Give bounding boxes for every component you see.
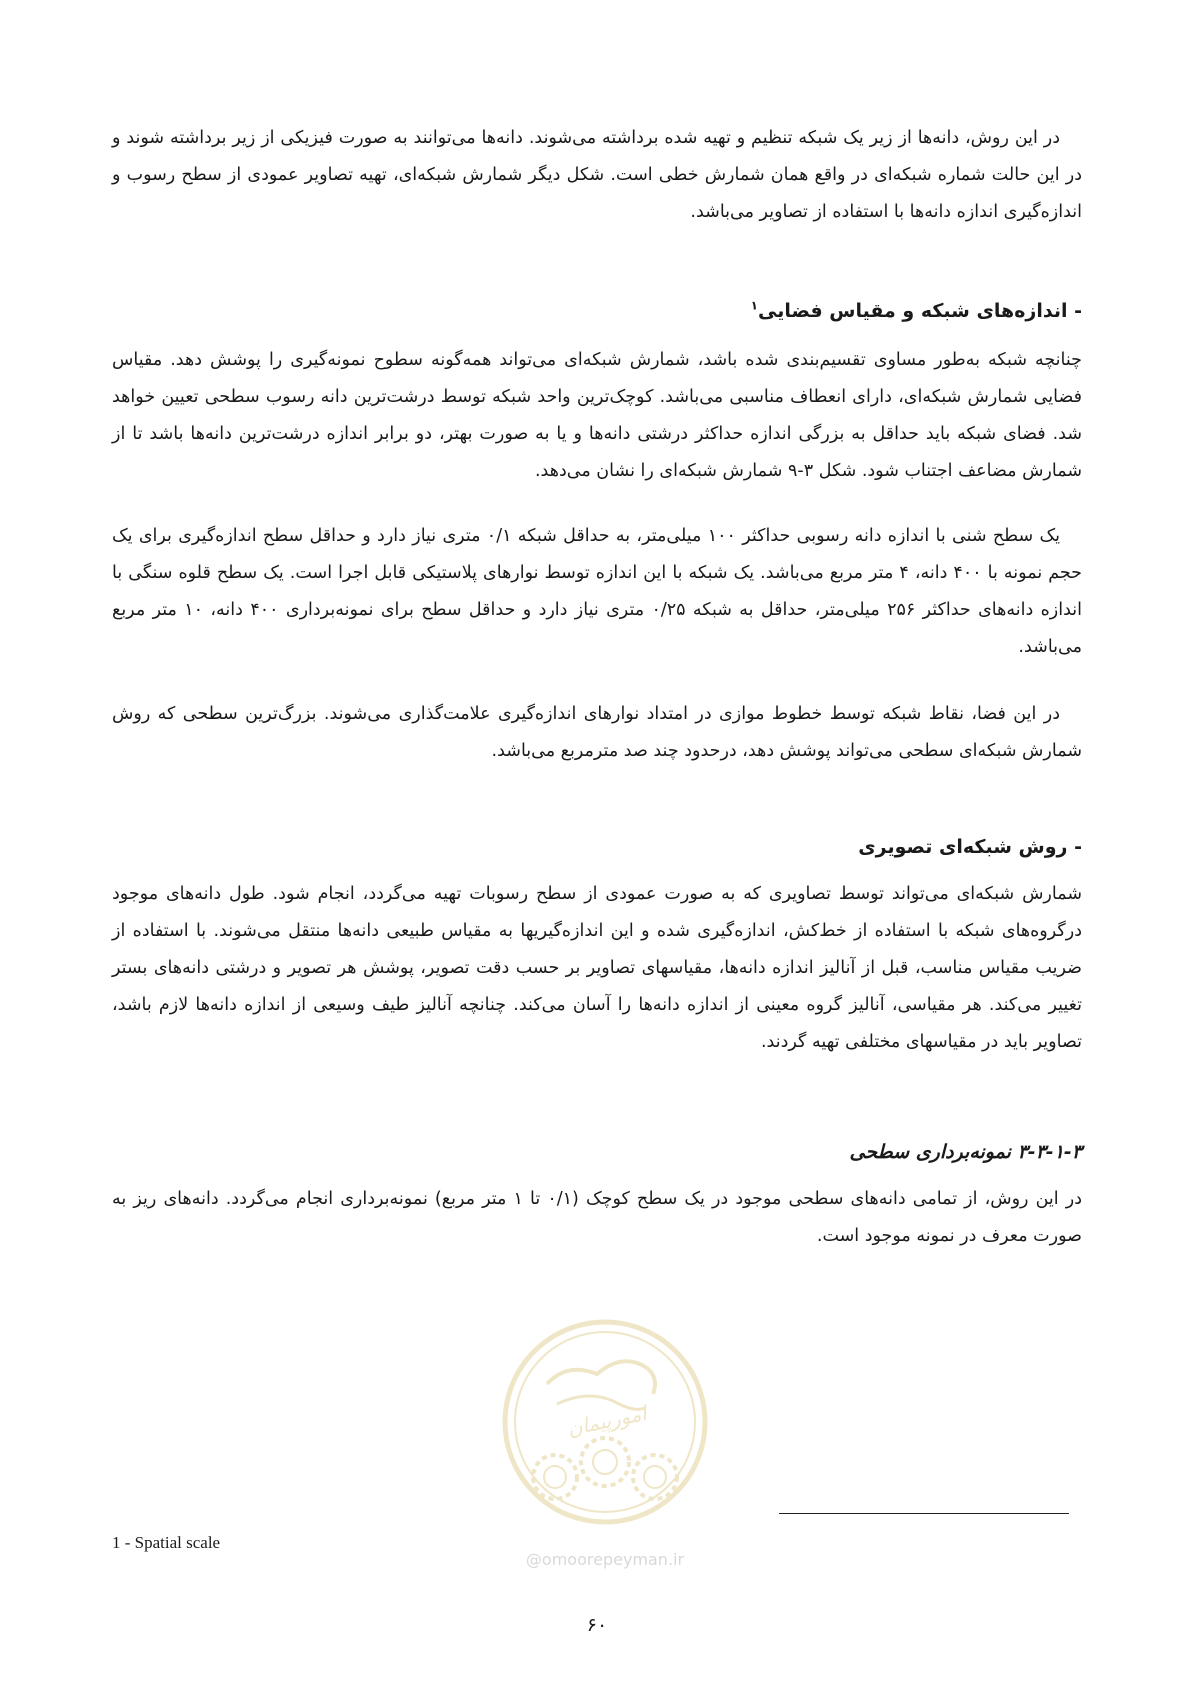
footnote: 1 - Spatial scale (112, 1533, 221, 1552)
paragraph-surface-sampling: در این روش، از تمامی دانه‌های سطحی موجود در یک سطح کوچک (۰/۱ تا ۱ متر مربع) نمونه‌برداری انجام می‌گردد. دانه‌های ریز به صورت معرف در نمونه موجود است. (112, 1189, 1083, 1246)
page-number: ۶۰ (586, 1614, 608, 1636)
watermark-logo-text: امورپیمان (565, 1400, 649, 1441)
watermark-url: @omoorepeyman.ir (525, 1550, 685, 1569)
heading-grid-size-text: - اندازه‌های شبکه و مقیاس فضایی (758, 300, 1082, 322)
heading-grid-size (751, 300, 1082, 322)
heading-surface-sampling: ۳-۳-۱-۳ نمونه‌برداری سطحی (849, 1141, 1082, 1163)
paragraph-grid-intro: در این روش، دانه‌ها از زیر یک شبکه تنظیم و تهیه شده برداشته می‌شوند. دانه‌ها می‌توانند به صورت فیزیکی از زیر برداشته شوند و در این حالت شماره شبکه‌ای در واقع همان شمارش خطی است. شکل دیگر شمارش شبکه‌ای، تهیه تصاویر عمودی از سطح رسوب و اندازه‌گیری اندازه دانه‌ها با استفاده از تصاویر می‌باشد. (112, 128, 1082, 222)
footnote-marker: ۱ (750, 298, 758, 313)
footnote-divider (779, 1513, 1069, 1514)
paragraph-grid-examples: یک سطح شنی با اندازه دانه رسوبی حداکثر ۱۰۰ میلی‌متر، به حداقل شبکه ۰/۱ متری نیاز دارد و حداقل سطح اندازه‌گیری برای یک حجم نمونه با ۴۰۰ دانه، ۴ متر مربع می‌باشد. یک شبکه با این اندازه توسط نوارهای پلاستیکی قابل اجرا است. یک سطح قلوه سنگی با اندازه دانه‌های حداکثر ۲۵۶ میلی‌متر، حداقل به شبکه ۰/۲۵ متری نیاز دارد و حداقل سطح برای نمونه‌برداری ۴۰۰ دانه، ۱۰ متر مربع می‌باشد. (112, 526, 1083, 657)
heading-photo-grid: - روش شبکه‌ای تصویری (858, 836, 1082, 858)
watermark (495, 1312, 715, 1582)
paragraph-grid-spacing: چنانچه شبکه به‌طور مساوی تقسیم‌بندی شده باشد، شمارش شبکه‌ای می‌تواند همه‌گونه سطوح نمونه‌گیری را پوشش دهد. مقیاس فضایی شمارش شبکه‌ای، دارای انعطاف مناسبی می‌باشد. کوچک‌ترین واحد شبکه توسط درشت‌ترین دانه رسوب سطحی تعیین خواهد شد. فضای شبکه باید حداقل به بزرگی اندازه حداکثر درشتی دانه‌ها و یا به صورت بهتر، دو برابر اندازه درشت‌ترین دانه‌ها باشد تا از شمارش مضاعف اجتناب شود. شکل ۳-۹ شمارش شبکه‌ای را نشان می‌دهد. (112, 350, 1082, 481)
logo-seal-icon (495, 1312, 715, 1547)
paragraph-photo-grid: شمارش شبکه‌ای می‌تواند توسط تصاویری که به صورت عمودی از سطح رسوبات تهیه می‌گردد، انجام شود. طول دانه‌های موجود درگروه‌های شبکه با استفاده از خط‌کش، اندازه‌گیری شده و این اندازه‌گیریها به مقیاس طبیعی دانه‌ها منتقل می‌شوند. با استفاده از ضریب مقیاس مناسب، قبل از آنالیز اندازه دانه‌ها، مقیاسهای تصاویر بر حسب دقت تصویر، پوشش هر تصویر و درشتی دانه‌های بستر تغییر می‌کند. هر مقیاسی، آنالیز گروه معینی از اندازه دانه‌ها را آسان می‌کند. چنانچه آنالیز طیف وسیعی از اندازه دانه‌ها لازم باشد، تصاویر باید در مقیاسهای مختلفی تهیه گردند. (112, 884, 1082, 1052)
document-page (112, 0, 1082, 1684)
paragraph-grid-marking: در این فضا، نقاط شبکه توسط خطوط موازی در امتداد نوارهای اندازه‌گیری علامت‌گذاری می‌شوند. بزرگ‌ترین سطحی که روش شمارش شبکه‌ای سطحی می‌تواند پوشش دهد، درحدود چند صد مترمربع می‌باشد. (112, 704, 1082, 761)
